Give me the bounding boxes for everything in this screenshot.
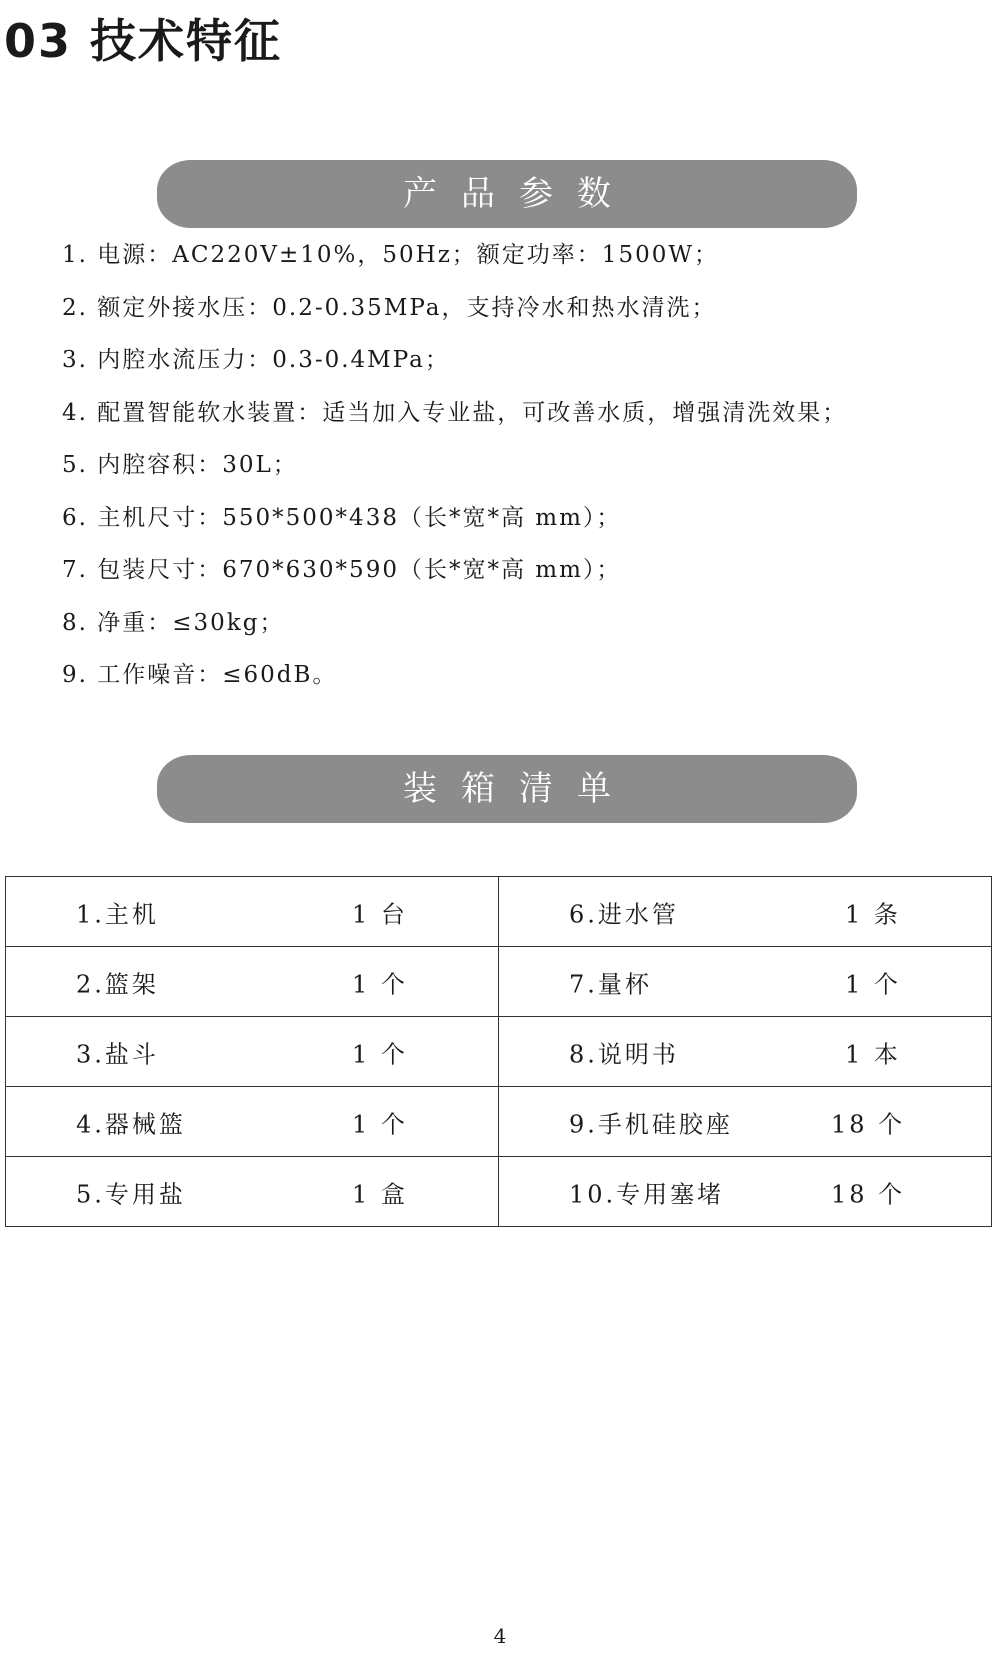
packing-list-banner bbox=[157, 755, 857, 823]
table-row bbox=[6, 947, 992, 1017]
table-row bbox=[6, 1087, 992, 1157]
item-name: 1.主机 bbox=[76, 900, 159, 928]
item-quantity: 1 盒 bbox=[352, 1180, 408, 1208]
spec-list bbox=[62, 236, 847, 709]
item-name: 5.专用盐 bbox=[76, 1180, 186, 1208]
table-row bbox=[6, 1157, 992, 1227]
spec-item: 2. 额定外接水压：0.2-0.35MPa，支持冷水和热水清洗； bbox=[62, 294, 717, 321]
item-quantity: 1 条 bbox=[845, 900, 901, 928]
packing-list-table bbox=[5, 876, 992, 1227]
page-title: 03 技术特征 bbox=[4, 14, 283, 68]
table-cell bbox=[499, 1157, 992, 1227]
table-row bbox=[6, 1017, 992, 1087]
item-quantity: 1 个 bbox=[352, 970, 408, 998]
item-name: 9.手机硅胶座 bbox=[569, 1110, 733, 1138]
spec-item: 8. 净重：≤30kg； bbox=[62, 609, 285, 636]
item-name: 7.量杯 bbox=[569, 970, 652, 998]
table-cell bbox=[499, 947, 992, 1017]
table-cell bbox=[6, 877, 499, 947]
product-parameters-heading: 产品参数 bbox=[403, 174, 635, 214]
item-name: 8.说明书 bbox=[569, 1040, 679, 1068]
item-name: 3.盐斗 bbox=[76, 1040, 159, 1068]
item-quantity: 1 个 bbox=[352, 1040, 408, 1068]
packing-list-heading: 装箱清单 bbox=[403, 769, 635, 809]
spec-item: 7. 包装尺寸：670*630*590（长*宽*高 mm）； bbox=[62, 557, 622, 583]
table-cell bbox=[6, 947, 499, 1017]
item-name: 10.专用塞堵 bbox=[569, 1180, 725, 1208]
item-quantity: 18 个 bbox=[831, 1110, 906, 1138]
spec-item: 5. 内腔容积：30L； bbox=[62, 452, 298, 478]
spec-item: 1. 电源：AC220V±10%，50Hz；额定功率：1500W； bbox=[62, 242, 719, 268]
product-parameters-banner bbox=[157, 160, 857, 228]
table-cell bbox=[499, 1087, 992, 1157]
page-number: 4 bbox=[493, 1624, 507, 1648]
item-name: 2.篮架 bbox=[76, 970, 159, 998]
spec-item: 6. 主机尺寸：550*500*438（长*宽*高 mm）； bbox=[62, 504, 622, 531]
table-cell bbox=[6, 1017, 499, 1087]
table-cell bbox=[499, 1017, 992, 1087]
item-name: 4.器械篮 bbox=[76, 1110, 186, 1138]
table-cell bbox=[499, 877, 992, 947]
item-quantity: 1 个 bbox=[352, 1110, 408, 1138]
item-name: 6.进水管 bbox=[569, 900, 679, 928]
table-row bbox=[6, 877, 992, 947]
item-quantity: 1 个 bbox=[845, 970, 901, 998]
spec-item: 3. 内腔水流压力：0.3-0.4MPa； bbox=[62, 347, 450, 373]
item-quantity: 1 本 bbox=[845, 1040, 901, 1068]
item-quantity: 18 个 bbox=[831, 1180, 906, 1208]
item-quantity: 1 台 bbox=[352, 900, 408, 928]
spec-item: 4. 配置智能软水装置：适当加入专业盐，可改善水质，增强清洗效果； bbox=[62, 399, 848, 426]
table-cell bbox=[6, 1087, 499, 1157]
spec-item: 9. 工作噪音：≤60dB。 bbox=[62, 662, 338, 688]
table-cell bbox=[6, 1157, 499, 1227]
